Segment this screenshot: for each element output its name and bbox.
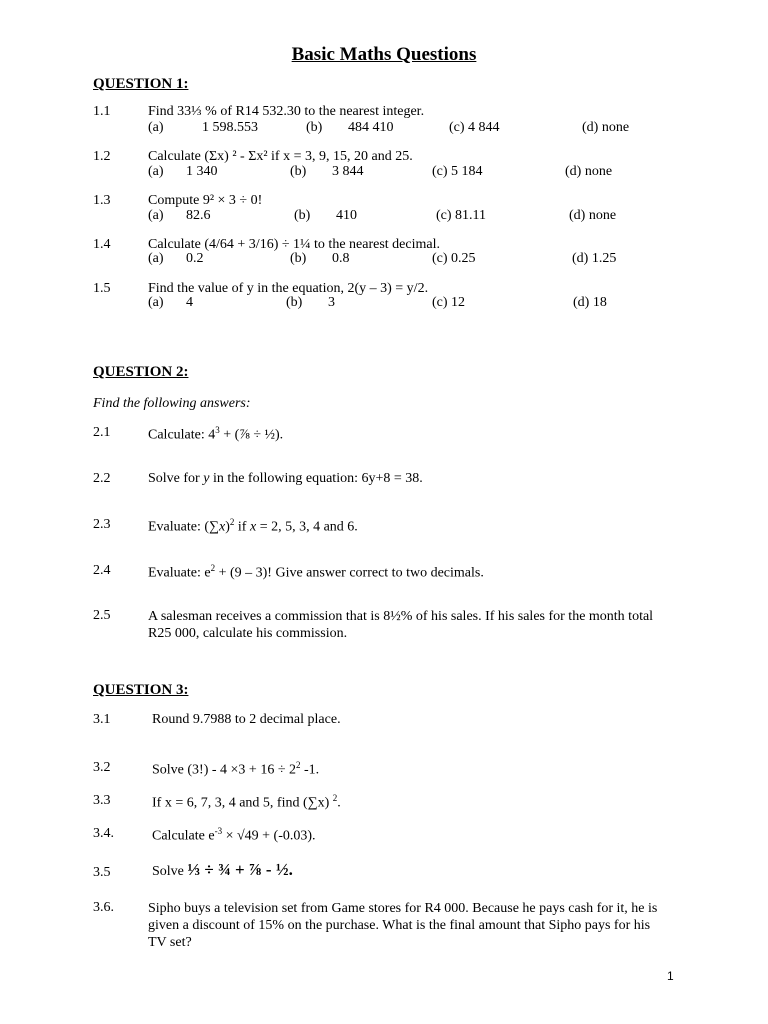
option-d: (d) 18 xyxy=(573,295,607,310)
option-b-label: (b) xyxy=(286,295,303,310)
option-a-label: (a) xyxy=(148,120,164,135)
question-number: 2.5 xyxy=(93,608,111,623)
option-b-value: 484 410 xyxy=(348,120,394,135)
option-a-label: (a) xyxy=(148,251,164,266)
option-b-label: (b) xyxy=(290,164,307,179)
question-number: 3.5 xyxy=(93,865,111,880)
question-2-instruction: Find the following answers: xyxy=(93,396,251,411)
option-a-value: 1 340 xyxy=(186,164,218,179)
question-text: Calculate $e^{-3} \times √49 + (-0.03)$. xyxy=(152,826,316,844)
question-text: Solve $(3!) - 4 \times 3 + 16 \div 2^2$ -1. xyxy=(152,760,320,778)
question-number: 3.6. xyxy=(93,900,114,915)
question-number: 1.2 xyxy=(93,149,111,164)
question-number: 1.1 xyxy=(93,104,111,119)
option-d: (d) none xyxy=(582,120,630,135)
question-number: 3.1 xyxy=(93,712,111,727)
option-b-value: 3 844 xyxy=(332,164,364,179)
option-c: (c) 5 184 xyxy=(432,164,483,179)
question-text: Evaluate: $(\sum x)^2$ if x = 2, 5, 3, 4 and 6. xyxy=(148,517,358,535)
question-text: Solve for y in the following equation: 6y+8 = 38. xyxy=(148,471,423,486)
question-2-heading: QUESTION 2: xyxy=(93,364,189,380)
option-b-label: (b) xyxy=(306,120,323,135)
question-text: Find the value of y in the equation, 2(y – 3) = y/2. xyxy=(148,281,429,296)
question-number: 2.2 xyxy=(93,471,111,486)
option-d: (d) none xyxy=(565,164,613,179)
question-text: Evaluate: $e^2 + (9 - 3)$! Give answer correct to two decimals. xyxy=(148,563,484,581)
option-b-label: (b) xyxy=(290,251,307,266)
question-text: Solve ⅓ ÷ ¾ + ⅞ - ½. xyxy=(152,860,293,879)
option-b-value: 410 xyxy=(336,208,357,223)
question-number: 2.4 xyxy=(93,563,111,578)
question-number: 1.4 xyxy=(93,237,111,252)
question-number: 1.3 xyxy=(93,193,111,208)
page-title: Basic Maths Questions xyxy=(291,44,477,65)
question-1-heading: QUESTION 1: xyxy=(93,76,189,92)
question-number: 2.1 xyxy=(93,425,111,440)
option-a-value: 82.6 xyxy=(186,208,211,223)
option-a-value: 1 598.553 xyxy=(202,120,258,135)
question-text: Sipho buys a television set from Game stores for R4 000. Because he pays cash for it, he is given a discount of 15% on the purchase. What is the final amount that Sipho pays for his TV set? xyxy=(148,901,658,950)
question-text: Calculate (4/64 + 3/16) ÷ 1¼ to the nearest decimal. xyxy=(148,237,440,252)
option-a-label: (a) xyxy=(148,164,164,179)
option-b-value: 3 xyxy=(328,295,335,310)
question-text: A salesman receives a commission that is 8½% of his sales. If his sales for the month total R25 000, calculate his commission. xyxy=(148,609,654,641)
question-text: Find 33⅓ % of R14 532.30 to the nearest integer. xyxy=(148,104,425,119)
option-b-label: (b) xyxy=(294,208,311,223)
option-a-label: (a) xyxy=(148,295,164,310)
option-d: (d) 1.25 xyxy=(572,251,617,266)
question-text: Calculate: $4^3$ + (⅞ ÷ ½). xyxy=(148,425,284,443)
question-number: 3.4. xyxy=(93,826,114,841)
option-b-value: 0.8 xyxy=(332,251,350,266)
option-d: (d) none xyxy=(569,208,617,223)
question-text: Round 9.7988 to 2 decimal place. xyxy=(152,712,341,727)
question-text: Calculate (Σx) ² - Σx² if x = 3, 9, 15, 20 and 25. xyxy=(148,149,413,164)
option-a-value: 0.2 xyxy=(186,251,204,266)
option-a-value: 4 xyxy=(186,295,193,310)
question-text: If x = 6, 7, 3, 4 and 5, find (∑x) $^2$. xyxy=(152,793,341,811)
option-c: (c) 81.11 xyxy=(436,208,487,223)
option-c: (c) 0.25 xyxy=(432,251,476,266)
question-3-heading: QUESTION 3: xyxy=(93,682,189,698)
option-a-label: (a) xyxy=(148,208,164,223)
option-c: (c) 12 xyxy=(432,295,466,310)
option-c: (c) 4 844 xyxy=(449,120,500,135)
question-number: 3.2 xyxy=(93,760,111,775)
question-number: 2.3 xyxy=(93,517,111,532)
question-text: Compute 9² × 3 ÷ 0! xyxy=(148,193,263,208)
question-number: 3.3 xyxy=(93,793,111,808)
page-number: 1 xyxy=(667,969,674,983)
question-number: 1.5 xyxy=(93,281,111,296)
